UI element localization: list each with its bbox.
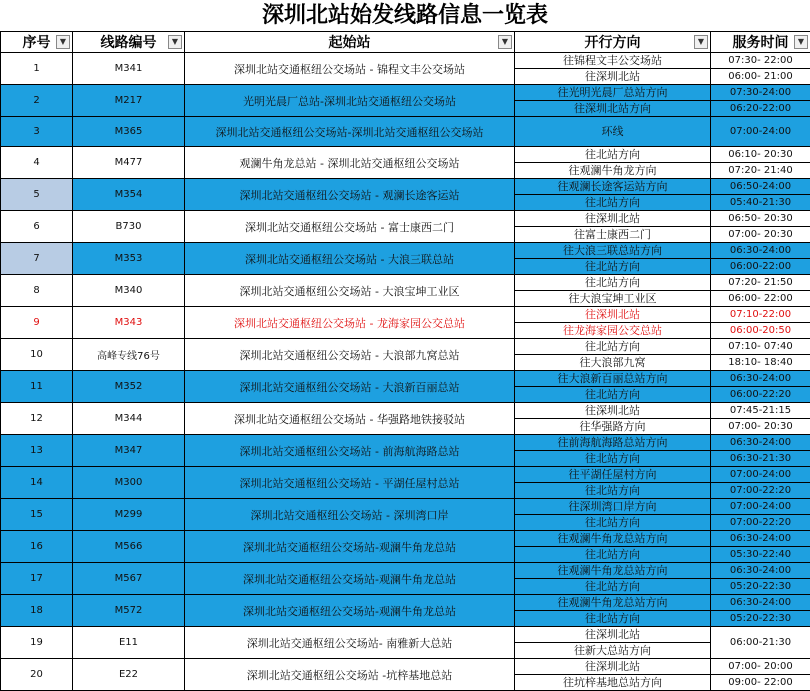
code-cell: M572 (73, 595, 185, 627)
direction-item: 往龙海家园公交总站 (515, 322, 710, 338)
time-item: 05:30-22:40 (711, 546, 810, 562)
direction-item: 往深圳北站 (515, 307, 710, 322)
code-cell: M300 (73, 467, 185, 499)
direction-item: 往观澜牛角龙方向 (515, 162, 710, 178)
time-item: 06:30-21:30 (711, 450, 810, 466)
seq-cell: 13 (1, 435, 73, 467)
direction-cell (515, 179, 711, 211)
time-item: 05:20-22:30 (711, 578, 810, 594)
direction-cell (515, 147, 711, 179)
table-row (1, 467, 810, 499)
route-cell: 深圳北站交通枢纽公交场站 - 大浪宝坤工业区 (185, 275, 515, 307)
route-cell: 深圳北站交通枢纽公交场站 - 富士康西二门 (185, 211, 515, 243)
time-cell (711, 563, 810, 595)
header-label: 服务时间 (733, 32, 789, 52)
route-cell: 深圳北站交通枢纽公交场站- 南雅新大总站 (185, 627, 515, 659)
table-row (1, 627, 810, 659)
time-item: 07:30- 22:00 (711, 53, 810, 68)
time-cell (711, 435, 810, 467)
header-label: 起始站 (329, 32, 371, 52)
header-label: 序号 (23, 32, 51, 52)
direction-cell (515, 627, 711, 659)
route-cell: 深圳北站交通枢纽公交场站 - 华强路地铁接驳站 (185, 403, 515, 435)
route-cell: 深圳北站交通枢纽公交场站 -坑梓基地总站 (185, 659, 515, 691)
direction-item: 往大浪新百丽总站方向 (515, 371, 710, 386)
seq-cell: 8 (1, 275, 73, 307)
direction-cell (515, 499, 711, 531)
direction-item: 往坑梓基地总站方向 (515, 674, 710, 690)
route-cell: 深圳北站交通枢纽公交场站 - 大浪三联总站 (185, 243, 515, 275)
seq-cell: 15 (1, 499, 73, 531)
time-item: 07:00-22:20 (711, 514, 810, 530)
header-row (1, 32, 810, 53)
time-item: 06:30-24:00 (711, 243, 810, 258)
seq-cell: 3 (1, 117, 73, 147)
time-item: 06:00-20:50 (711, 322, 810, 338)
code-cell: M344 (73, 403, 185, 435)
route-cell: 深圳北站交通枢纽公交场站 - 大浪部九窝总站 (185, 339, 515, 371)
direction-item: 往北站方向 (515, 578, 710, 594)
time-item: 07:45-21:15 (711, 403, 810, 418)
direction-cell (515, 211, 711, 243)
code-cell: M343 (73, 307, 185, 339)
table-row (1, 659, 810, 691)
time-item: 07:10-22:00 (711, 307, 810, 322)
time-item: 06:00-22:00 (711, 258, 810, 274)
direction-item: 往观澜牛角龙总站方向 (515, 595, 710, 610)
seq-cell: 1 (1, 53, 73, 85)
time-cell (711, 275, 810, 307)
time-cell (711, 53, 810, 85)
route-cell: 深圳北站交通枢纽公交场站-观澜牛角龙总站 (185, 563, 515, 595)
direction-cell (515, 435, 711, 467)
header-label: 开行方向 (585, 32, 641, 52)
time-item: 06:30-24:00 (711, 531, 810, 546)
code-cell: M353 (73, 243, 185, 275)
seq-cell: 7 (1, 243, 73, 275)
route-cell: 深圳北站交通枢纽公交场站-观澜牛角龙总站 (185, 595, 515, 627)
route-table (0, 31, 810, 691)
direction-item: 往深圳北站 (515, 627, 710, 642)
time-item: 07:00-24:00 (711, 499, 810, 514)
time-item: 07:20- 21:40 (711, 162, 810, 178)
page-title: 深圳北站始发线路信息一览表 (0, 0, 810, 31)
time-cell (711, 371, 810, 403)
route-cell: 观澜牛角龙总站 - 深圳北站交通枢纽公交场站 (185, 147, 515, 179)
direction-item: 往深圳北站 (515, 68, 710, 84)
time-item: 06:00-21:30 (711, 628, 810, 657)
direction-cell (515, 339, 711, 371)
time-item: 07:00- 20:00 (711, 659, 810, 674)
direction-item: 往深圳北站 (515, 659, 710, 674)
table-row (1, 85, 810, 117)
time-item: 06:00- 22:00 (711, 290, 810, 306)
direction-item: 往北站方向 (515, 386, 710, 402)
direction-cell (515, 117, 711, 147)
time-item: 05:20-22:30 (711, 610, 810, 626)
time-cell (711, 147, 810, 179)
route-cell: 深圳北站交通枢纽公交场站 - 观澜长途客运站 (185, 179, 515, 211)
seq-cell: 18 (1, 595, 73, 627)
direction-item: 往北站方向 (515, 339, 710, 354)
table-row (1, 371, 810, 403)
table-row (1, 499, 810, 531)
time-item: 06:00-22:20 (711, 386, 810, 402)
time-item: 07:00-24:00 (711, 117, 810, 146)
route-cell: 光明光晨厂总站-深圳北站交通枢纽公交场站 (185, 85, 515, 117)
code-cell: B730 (73, 211, 185, 243)
route-cell: 深圳北站交通枢纽公交场站 - 深圳湾口岸 (185, 499, 515, 531)
direction-item: 往北站方向 (515, 194, 710, 210)
time-item: 07:00- 20:30 (711, 418, 810, 434)
direction-item: 往锦程文丰公交场站 (515, 53, 710, 68)
table-row (1, 339, 810, 371)
direction-item: 往深圳湾口岸方向 (515, 499, 710, 514)
direction-item: 往新大总站方向 (515, 642, 710, 658)
direction-item: 往平湖任屋村方向 (515, 467, 710, 482)
code-cell: M217 (73, 85, 185, 117)
direction-item: 往北站方向 (515, 514, 710, 530)
direction-item: 往观澜牛角龙总站方向 (515, 531, 710, 546)
time-item: 09:00- 22:00 (711, 674, 810, 690)
direction-cell (515, 467, 711, 499)
direction-cell (515, 403, 711, 435)
time-cell (711, 85, 810, 117)
dropdown-arrow-icon[interactable]: ▼ (794, 35, 808, 49)
direction-item: 往华强路方向 (515, 418, 710, 434)
route-cell: 深圳北站交通枢纽公交场站 - 前海航海路总站 (185, 435, 515, 467)
time-cell (711, 467, 810, 499)
direction-cell (515, 659, 711, 691)
time-item: 06:00- 21:00 (711, 68, 810, 84)
table-row (1, 531, 810, 563)
header-route (185, 32, 515, 53)
time-item: 07:00-24:00 (711, 467, 810, 482)
seq-cell: 19 (1, 627, 73, 659)
direction-item: 往深圳北站 (515, 211, 710, 226)
table-row (1, 179, 810, 211)
time-item: 07:10- 07:40 (711, 339, 810, 354)
code-cell: M340 (73, 275, 185, 307)
seq-cell: 11 (1, 371, 73, 403)
seq-cell: 17 (1, 563, 73, 595)
time-cell (711, 531, 810, 563)
direction-item: 往北站方向 (515, 147, 710, 162)
table-row (1, 211, 810, 243)
seq-cell: 4 (1, 147, 73, 179)
direction-item: 往北站方向 (515, 275, 710, 290)
seq-cell: 10 (1, 339, 73, 371)
time-cell (711, 307, 810, 339)
route-cell: 深圳北站交通枢纽公交场站 - 大浪新百丽总站 (185, 371, 515, 403)
table-row (1, 403, 810, 435)
time-item: 06:30-24:00 (711, 435, 810, 450)
code-cell: M341 (73, 53, 185, 85)
direction-cell (515, 563, 711, 595)
time-item: 06:50- 20:30 (711, 211, 810, 226)
direction-item: 往光明光晨厂总站方向 (515, 85, 710, 100)
table-row (1, 307, 810, 339)
code-cell: M354 (73, 179, 185, 211)
direction-item: 环线 (515, 117, 710, 146)
direction-cell (515, 595, 711, 627)
seq-cell: 6 (1, 211, 73, 243)
table-row (1, 53, 810, 85)
time-item: 18:10- 18:40 (711, 354, 810, 370)
direction-item: 往北站方向 (515, 610, 710, 626)
direction-item: 往大浪部九窝 (515, 354, 710, 370)
time-cell (711, 595, 810, 627)
table-row (1, 435, 810, 467)
direction-item: 往大浪宝坤工业区 (515, 290, 710, 306)
time-item: 06:10- 20:30 (711, 147, 810, 162)
time-cell (711, 627, 810, 659)
direction-item: 往北站方向 (515, 450, 710, 466)
header-direction (515, 32, 711, 53)
direction-cell (515, 531, 711, 563)
route-cell: 深圳北站交通枢纽公交场站-观澜牛角龙总站 (185, 531, 515, 563)
time-item: 07:20- 21:50 (711, 275, 810, 290)
time-item: 06:50-24:00 (711, 179, 810, 194)
code-cell: 高峰专线76号 (73, 339, 185, 371)
time-item: 06:30-24:00 (711, 563, 810, 578)
direction-item: 往观澜长途客运站方向 (515, 179, 710, 194)
route-cell: 深圳北站交通枢纽公交场站 - 平湖任屋村总站 (185, 467, 515, 499)
time-item: 07:00-22:20 (711, 482, 810, 498)
seq-cell: 5 (1, 179, 73, 211)
time-cell (711, 339, 810, 371)
time-cell (711, 211, 810, 243)
header-label: 线路编号 (101, 32, 157, 52)
dropdown-arrow-icon[interactable]: ▼ (56, 35, 70, 49)
direction-item: 往前海航海路总站方向 (515, 435, 710, 450)
table-row (1, 275, 810, 307)
direction-item: 往观澜牛角龙总站方向 (515, 563, 710, 578)
dropdown-arrow-icon[interactable]: ▼ (694, 35, 708, 49)
seq-cell: 20 (1, 659, 73, 691)
time-cell (711, 179, 810, 211)
route-cell: 深圳北站交通枢纽公交场站-深圳北站交通枢纽公交场站 (185, 117, 515, 147)
header-time (711, 32, 810, 53)
seq-cell: 14 (1, 467, 73, 499)
code-cell: M567 (73, 563, 185, 595)
code-cell: M347 (73, 435, 185, 467)
direction-cell (515, 53, 711, 85)
code-cell: E22 (73, 659, 185, 691)
route-cell: 深圳北站交通枢纽公交场站 - 锦程文丰公交场站 (185, 53, 515, 85)
time-item: 05:40-21:30 (711, 194, 810, 210)
seq-cell: 9 (1, 307, 73, 339)
seq-cell: 16 (1, 531, 73, 563)
code-cell: M477 (73, 147, 185, 179)
direction-item: 往北站方向 (515, 482, 710, 498)
direction-cell (515, 371, 711, 403)
route-cell: 深圳北站交通枢纽公交场站 - 龙海家园公交总站 (185, 307, 515, 339)
dropdown-arrow-icon[interactable]: ▼ (168, 35, 182, 49)
direction-item: 往北站方向 (515, 258, 710, 274)
time-cell (711, 499, 810, 531)
header-seq (1, 32, 73, 53)
table-row (1, 147, 810, 179)
direction-item: 往深圳北站方向 (515, 100, 710, 116)
time-cell (711, 243, 810, 275)
header-code (73, 32, 185, 53)
time-cell (711, 117, 810, 147)
direction-item: 往富士康西二门 (515, 226, 710, 242)
direction-cell (515, 85, 711, 117)
table-row (1, 563, 810, 595)
code-cell: E11 (73, 627, 185, 659)
table-row (1, 117, 810, 147)
time-item: 07:00- 20:30 (711, 226, 810, 242)
direction-item: 往大浪三联总站方向 (515, 243, 710, 258)
code-cell: M352 (73, 371, 185, 403)
time-cell (711, 403, 810, 435)
code-cell: M299 (73, 499, 185, 531)
direction-cell (515, 243, 711, 275)
direction-cell (515, 307, 711, 339)
time-item: 07:30-24:00 (711, 85, 810, 100)
time-item: 06:30-24:00 (711, 595, 810, 610)
time-cell (711, 659, 810, 691)
seq-cell: 12 (1, 403, 73, 435)
seq-cell: 2 (1, 85, 73, 117)
code-cell: M566 (73, 531, 185, 563)
time-item: 06:30-24:00 (711, 371, 810, 386)
time-item: 06:20-22:00 (711, 100, 810, 116)
dropdown-arrow-icon[interactable]: ▼ (498, 35, 512, 49)
code-cell: M365 (73, 117, 185, 147)
direction-item: 往北站方向 (515, 546, 710, 562)
table-row (1, 595, 810, 627)
direction-cell (515, 275, 711, 307)
direction-item: 往深圳北站 (515, 403, 710, 418)
table-row (1, 243, 810, 275)
